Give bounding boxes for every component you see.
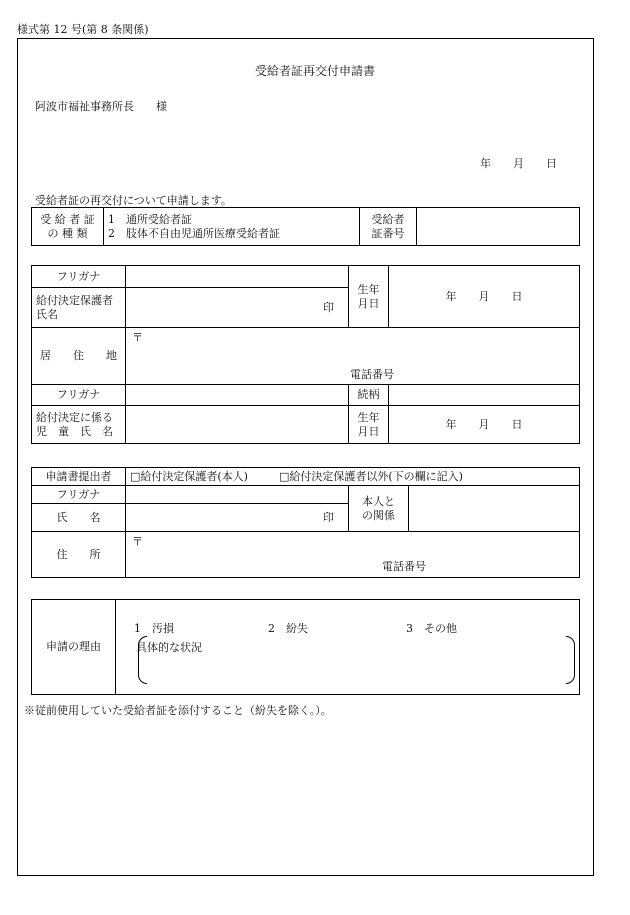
submitter-relation-field[interactable] <box>409 486 580 532</box>
submitter-address-field[interactable] <box>126 532 580 578</box>
certificate-number-field[interactable] <box>417 208 580 246</box>
residence-field[interactable] <box>126 328 580 385</box>
submitter-seal-mark: 印 <box>323 510 334 524</box>
submitter-name-field[interactable] <box>126 504 349 532</box>
reason-option-3[interactable]: 3 その他 <box>406 622 457 635</box>
left-bracket-icon <box>138 636 147 684</box>
reason-option-2[interactable]: 2 紛失 <box>268 622 308 635</box>
addressee: 阿波市福祉事務所長 様 <box>35 100 167 113</box>
reason-field <box>116 600 580 695</box>
submitter-furigana-label: フリガナ <box>32 486 126 504</box>
reason-label: 申請の理由 <box>32 600 116 695</box>
submitter-relation-label: 本人と の関係 <box>349 486 409 532</box>
form-number: 様式第 12 号(第 8 条関係) <box>17 23 149 36</box>
residence-phone-label: 電話番号 <box>350 368 394 381</box>
page-title: 受給者証再交付申請書 <box>254 64 375 78</box>
submitter-postal-mark: 〒 <box>132 535 143 548</box>
reason-option-1[interactable]: 1 汚損 <box>134 622 174 635</box>
type-options[interactable] <box>104 208 360 246</box>
child-name-label: 給付決定に係る 児 童 氏 名 <box>32 406 126 444</box>
guardian-name-field[interactable] <box>126 288 349 328</box>
certificate-type-table <box>31 207 580 246</box>
submitter-name-label: 氏 名 <box>32 504 126 532</box>
submitter-checkbox-self[interactable]: □給付決定保護者(本人) <box>130 469 248 483</box>
submitter-options <box>126 468 580 486</box>
submitter-label: 申請書提出者 <box>32 468 126 486</box>
submitter-checkbox-other[interactable]: □給付決定保護者以外(下の欄に記入) <box>278 469 463 483</box>
footnote: ※従前使用していた受給者証を添付すること（紛失を除く。）。 <box>24 704 332 717</box>
guardian-birth-label: 生年 月日 <box>349 266 389 328</box>
child-name-field[interactable] <box>126 406 349 444</box>
residence-postal-mark: 〒 <box>132 331 143 344</box>
type-option-2[interactable]: 2 肢体不自由児通所医療受給者証 <box>108 226 280 240</box>
certificate-number-label: 受給者 証番号 <box>360 208 417 246</box>
submitter-address-label: 住 所 <box>32 532 126 578</box>
guardian-name-label: 給付決定保護者 氏名 <box>32 288 126 328</box>
submitter-furigana-field[interactable] <box>126 486 349 504</box>
guardian-table <box>31 265 580 444</box>
reason-detail-field[interactable] <box>150 656 560 682</box>
relation-label: 続柄 <box>349 385 389 406</box>
guardian-furigana-label: フリガナ <box>32 266 126 288</box>
residence-label: 居 住 地 <box>32 328 126 385</box>
reason-detail-label: 具体的な状況 <box>136 641 202 654</box>
right-bracket-icon <box>566 636 575 684</box>
type-option-1[interactable]: 1 通所受給者証 <box>108 212 192 226</box>
guardian-seal-mark: 印 <box>323 300 334 314</box>
type-label: 受 給 者 証 の 種 類 <box>32 208 104 246</box>
child-birth-label: 生年 月日 <box>349 406 389 444</box>
child-birth-field[interactable]: 年 月 日 <box>389 406 580 444</box>
relation-field[interactable] <box>389 385 580 406</box>
child-furigana-label: フリガナ <box>32 385 126 406</box>
guardian-birth-field[interactable]: 年 月 日 <box>389 266 580 328</box>
date-line[interactable]: 年 月 日 <box>480 157 557 170</box>
reason-table <box>31 599 580 695</box>
submitter-table <box>31 467 580 578</box>
child-furigana-field[interactable] <box>126 385 349 406</box>
submitter-phone-label: 電話番号 <box>382 560 426 573</box>
intro-text: 受給者証の再交付について申請します。 <box>35 194 232 207</box>
guardian-furigana-field[interactable] <box>126 266 349 288</box>
